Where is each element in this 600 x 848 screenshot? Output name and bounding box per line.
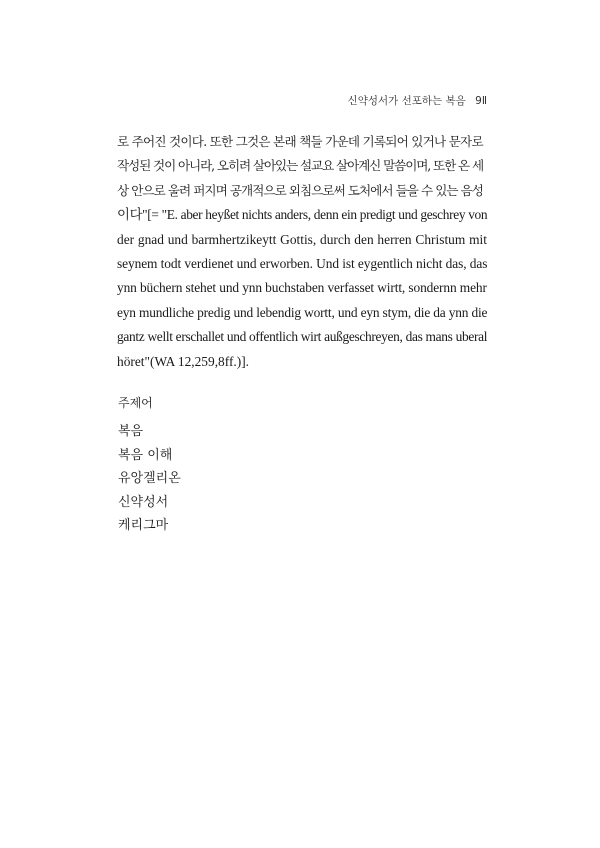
keyword-item: 복음 이해 bbox=[118, 447, 173, 463]
keyword-item: 신약성서 bbox=[118, 494, 169, 510]
body-line: eyn mundliche predig und lebendig wortt, und eyn stym, die da ynn die bbox=[117, 304, 488, 320]
body-line: 작성된 것이 아니라, 오히려 살아있는 설교요 살아계신 말씀이며, 또한 온 세 bbox=[117, 158, 484, 174]
keywords-section bbox=[118, 392, 181, 538]
body-line: 로 주어진 것이다. 또한 그것은 본래 책들 가운데 기록되어 있거나 문자로 bbox=[117, 134, 483, 149]
body-line: der gnad und barmhertzikeytt Gottis, durch den herren Christum mit bbox=[117, 231, 487, 247]
keyword-item: 복음 bbox=[118, 424, 144, 439]
keyword-item: 유앙겔리온 bbox=[118, 471, 181, 486]
keywords-heading: 주제어 bbox=[118, 396, 153, 410]
body-line: seynem todt verdienet und erworben. Und ist eygentlich nicht das, das bbox=[117, 255, 488, 271]
page-number: 9Ⅱ bbox=[475, 95, 487, 107]
body-line: 상 안으로 울려 퍼지며 공개적으로 외침으로써 도처에서 들을 수 있는 음성 bbox=[117, 182, 483, 198]
keywords-list bbox=[118, 420, 181, 538]
running-header bbox=[348, 93, 487, 108]
body-line: höret"(WA 12,259,8ff.)]. bbox=[117, 353, 250, 369]
running-title: 신약성서가 선포하는 복음 bbox=[347, 95, 466, 107]
body-paragraph bbox=[117, 130, 487, 374]
body-line: gantz wellt erschallet und offentlich wirt außgeschreyen, das mans uberal bbox=[117, 329, 488, 345]
body-line: ynn büchern stehet und ynn buchstaben verfasset wirtt, sondernn mehr bbox=[117, 280, 487, 296]
keyword-item: 케리그마 bbox=[118, 518, 169, 533]
body-line: 이다"[= "E. aber heyßet nichts anders, denn ein predigt und geschrey von bbox=[117, 207, 488, 223]
